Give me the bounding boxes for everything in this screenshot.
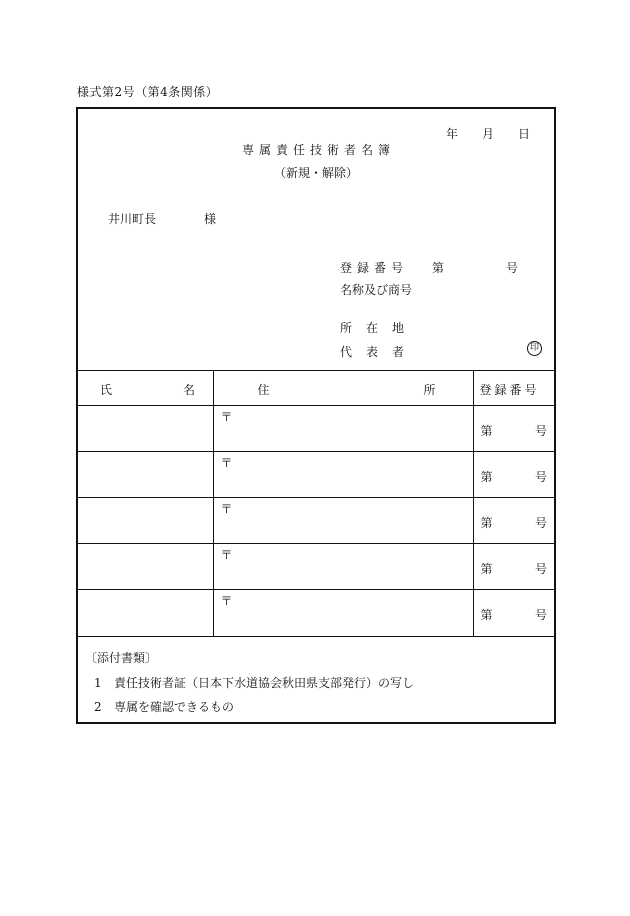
- header-registration: [473, 371, 554, 406]
- company-name-label: 名称及び商号: [340, 283, 413, 297]
- engineer-address-cell[interactable]: [213, 406, 473, 452]
- representative-label: 代表者: [340, 345, 419, 359]
- postal-mark: 〒: [220, 410, 233, 424]
- engineer-registration-cell[interactable]: [473, 544, 554, 590]
- engineer-address-cell[interactable]: [213, 590, 473, 637]
- engineer-address-cell[interactable]: [213, 544, 473, 590]
- postal-mark: 〒: [220, 548, 233, 562]
- registration-prefix: 第: [480, 516, 493, 530]
- engineer-name-cell[interactable]: [78, 498, 213, 544]
- registration-number-prefix: 第: [432, 261, 445, 275]
- header-registration-label: 登録番号: [479, 383, 540, 397]
- addressee-honorific: 様: [204, 212, 217, 226]
- attachment-number: 2: [94, 700, 102, 714]
- engineer-registration-cell[interactable]: [473, 498, 554, 544]
- attachment-text: 責任技術者証（日本下水道協会秋田県支部発行）の写し: [114, 676, 415, 690]
- document-title: 専属責任技術者名簿: [241, 143, 395, 157]
- registration-prefix: 第: [480, 608, 493, 622]
- engineer-table: [78, 370, 554, 637]
- table-row: [78, 498, 554, 544]
- registration-suffix: 号: [534, 424, 547, 438]
- engineer-address-cell[interactable]: [213, 452, 473, 498]
- engineer-registration-cell[interactable]: [473, 590, 554, 637]
- table-row: [78, 544, 554, 590]
- engineer-registration-cell[interactable]: [473, 406, 554, 452]
- table-header-row: [78, 371, 554, 406]
- attachment-text: 専属を確認できるもの: [114, 700, 235, 714]
- engineer-address-cell[interactable]: [213, 498, 473, 544]
- header-name-a: 氏: [100, 383, 113, 397]
- attachment-item: [94, 674, 414, 691]
- seal-mark: 印: [527, 341, 542, 356]
- form-frame: [76, 107, 556, 724]
- postal-mark: 〒: [220, 594, 233, 608]
- date-year-label: 年: [446, 127, 459, 141]
- registration-prefix: 第: [480, 562, 493, 576]
- engineer-name-cell[interactable]: [78, 544, 213, 590]
- attachments-heading: 〔添付書類〕: [85, 651, 158, 665]
- registration-prefix: 第: [480, 470, 493, 484]
- form-number: 様式第2号（第4条関係）: [77, 85, 219, 99]
- addressee-name: 井川町長: [108, 212, 157, 226]
- company-address-label: 所在地: [340, 321, 419, 335]
- registration-suffix: 号: [534, 562, 547, 576]
- date-month-label: 月: [482, 127, 495, 141]
- registration-suffix: 号: [534, 470, 547, 484]
- table-row: [78, 452, 554, 498]
- engineer-name-cell[interactable]: [78, 590, 213, 637]
- postal-mark: 〒: [220, 456, 233, 470]
- header-address-a: 住: [257, 383, 270, 397]
- header-name: [78, 371, 213, 406]
- header-address-b: 所: [423, 383, 436, 397]
- registration-number-suffix: 号: [506, 261, 519, 275]
- registration-number-label: 登録番号: [340, 261, 409, 275]
- table-row: [78, 406, 554, 452]
- registration-prefix: 第: [480, 424, 493, 438]
- attachment-item: [94, 698, 234, 715]
- postal-mark: 〒: [220, 502, 233, 516]
- header-address: [213, 371, 473, 406]
- engineer-registration-cell[interactable]: [473, 452, 554, 498]
- attachment-number: 1: [94, 676, 102, 690]
- document-subtitle: （新規・解除）: [273, 166, 358, 180]
- engineer-name-cell[interactable]: [78, 452, 213, 498]
- header-name-b: 名: [183, 383, 196, 397]
- document-title-wrap: [78, 141, 554, 158]
- registration-suffix: 号: [534, 608, 547, 622]
- table-row: [78, 590, 554, 637]
- engineer-name-cell[interactable]: [78, 406, 213, 452]
- registration-suffix: 号: [534, 516, 547, 530]
- date-day-label: 日: [518, 127, 531, 141]
